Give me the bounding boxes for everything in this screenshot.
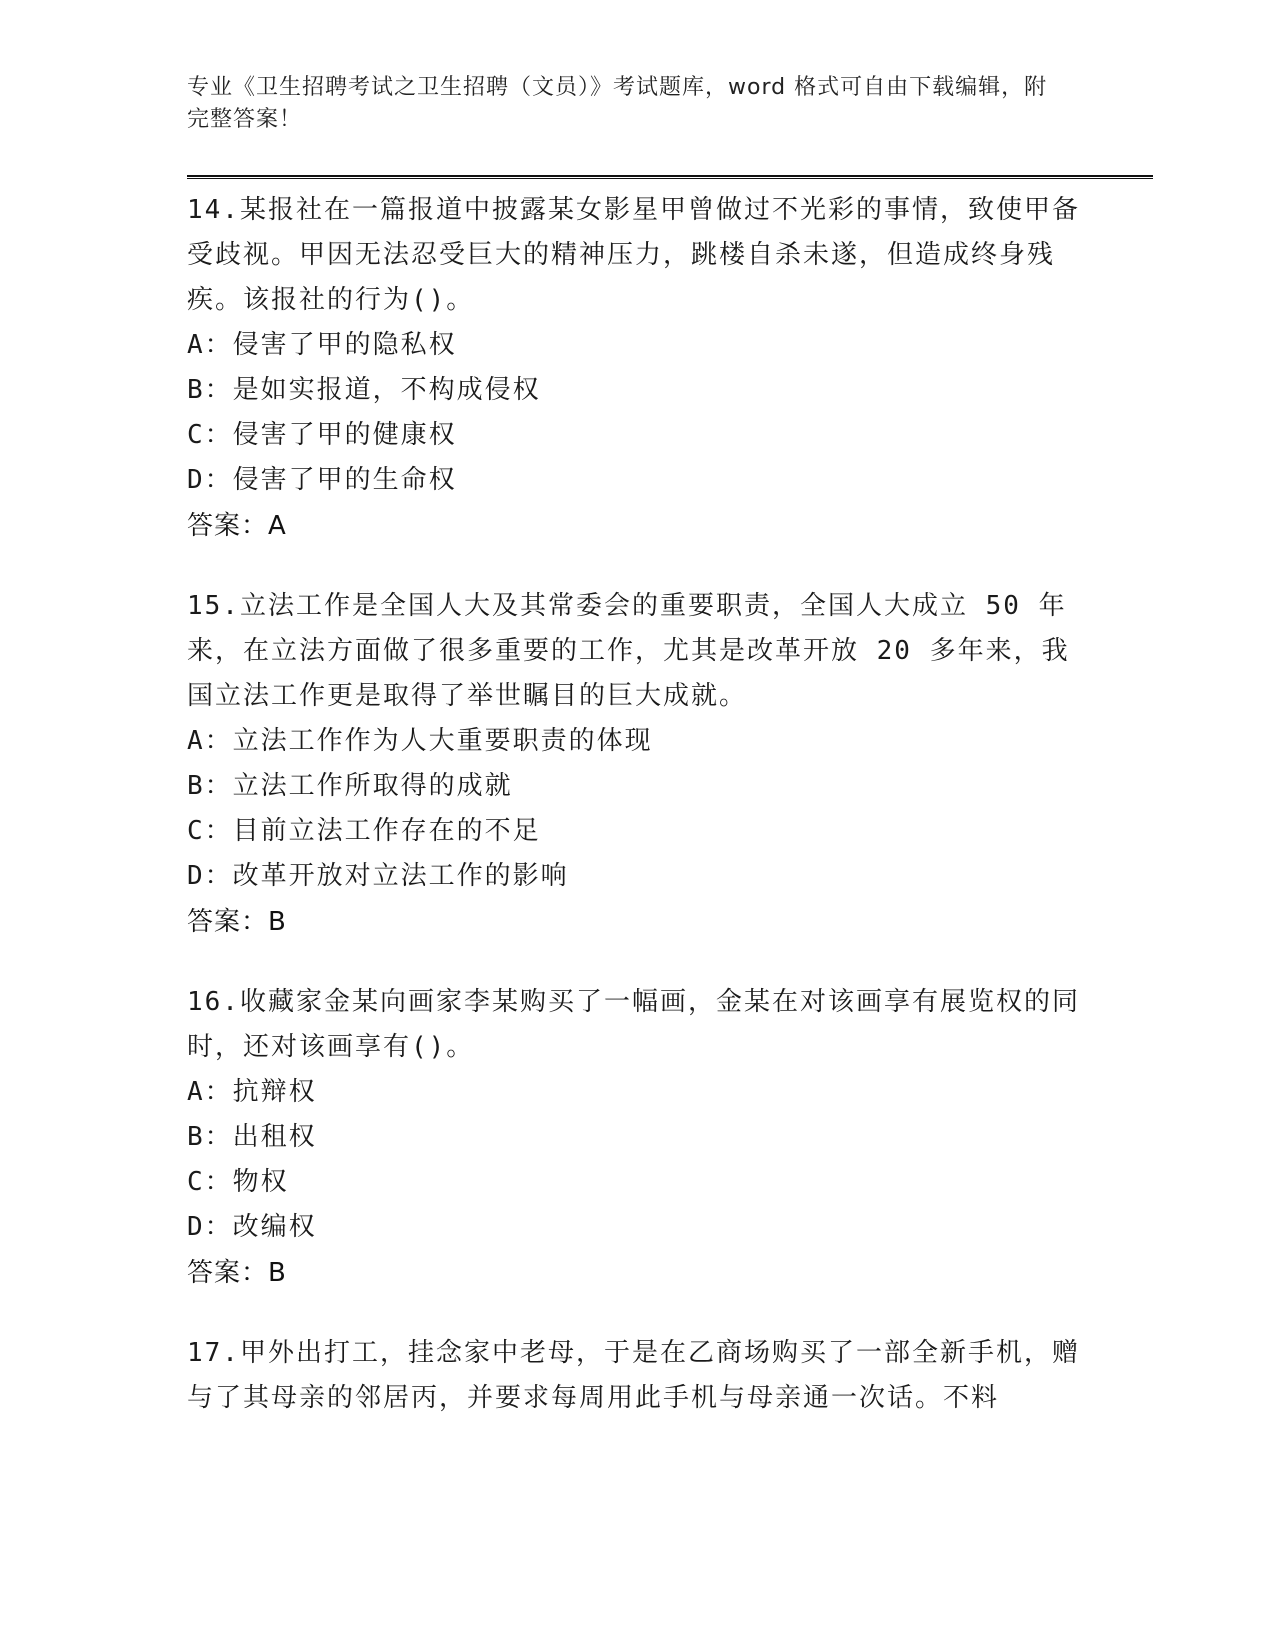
option-b <box>187 368 1087 413</box>
option-c <box>187 809 1087 854</box>
option-key: D： <box>187 1212 233 1242</box>
option-key: C： <box>187 816 233 846</box>
option-key: C： <box>187 1167 233 1197</box>
option-text: 侵害了甲的生命权 <box>232 465 457 495</box>
option-key: D： <box>187 861 233 891</box>
option-key: A： <box>187 1077 233 1107</box>
option-d <box>187 854 1087 899</box>
option-key: B： <box>187 771 233 801</box>
option-text: 目前立法工作存在的不足 <box>232 816 541 846</box>
option-text: 改革开放对立法工作的影响 <box>232 861 569 891</box>
option-text: 改编权 <box>232 1212 317 1242</box>
option-text: 出租权 <box>232 1122 317 1152</box>
option-b <box>187 764 1087 809</box>
question-16 <box>187 980 1087 1296</box>
answer-label: 答案：A <box>187 511 287 541</box>
answer-label: 答案：B <box>187 1258 287 1288</box>
option-a <box>187 1070 1087 1115</box>
option-key: B： <box>187 375 233 405</box>
option-d <box>187 1205 1087 1250</box>
option-text: 抗辩权 <box>232 1077 317 1107</box>
option-key: D： <box>187 465 233 495</box>
option-key: A： <box>187 330 233 360</box>
document-header <box>187 72 1067 136</box>
option-b <box>187 1115 1087 1160</box>
option-key: B： <box>187 1122 233 1152</box>
option-c <box>187 413 1087 458</box>
question-stem: 14.某报社在一篇报道中披露某女影星甲曾做过不光彩的事情，致使甲备受歧视。甲因无法忍受巨大的精神压力，跳楼自杀未遂，但造成终身残疾。该报社的行为()。 <box>187 195 1080 315</box>
answer-label: 答案：B <box>187 907 287 937</box>
option-key: A： <box>187 726 233 756</box>
option-text: 立法工作作为人大重要职责的体现 <box>232 726 653 756</box>
option-text: 是如实报道，不构成侵权 <box>232 375 541 405</box>
option-text: 立法工作所取得的成就 <box>232 771 513 801</box>
option-text: 物权 <box>232 1167 289 1197</box>
option-text: 侵害了甲的健康权 <box>232 420 457 450</box>
question-14 <box>187 188 1087 549</box>
header-divider <box>187 175 1153 179</box>
question-stem: 16.收藏家金某向画家李某购买了一幅画，金某在对该画享有展览权的同时，还对该画享有()。 <box>187 987 1080 1062</box>
option-key: C： <box>187 420 233 450</box>
option-text: 侵害了甲的隐私权 <box>232 330 457 360</box>
question-stem: 17.甲外出打工，挂念家中老母，于是在乙商场购买了一部全新手机，赠与了其母亲的邻居丙，并要求每周用此手机与母亲通一次话。不料 <box>187 1338 1080 1413</box>
question-15 <box>187 584 1087 945</box>
question-list <box>187 188 1087 1456</box>
question-17 <box>187 1331 1087 1421</box>
option-c <box>187 1160 1087 1205</box>
option-d <box>187 458 1087 503</box>
question-stem: 15.立法工作是全国人大及其常委会的重要职责，全国人大成立 50 年来，在立法方面做了很多重要的工作，尤其是改革开放 20 多年来，我国立法工作更是取得了举世瞩目的巨大成就。 <box>187 591 1070 711</box>
header-text: 专业《卫生招聘考试之卫生招聘（文员）》考试题库，word 格式可自由下载编辑，附完整答案！ <box>187 75 1048 132</box>
option-a <box>187 323 1087 368</box>
option-a <box>187 719 1087 764</box>
